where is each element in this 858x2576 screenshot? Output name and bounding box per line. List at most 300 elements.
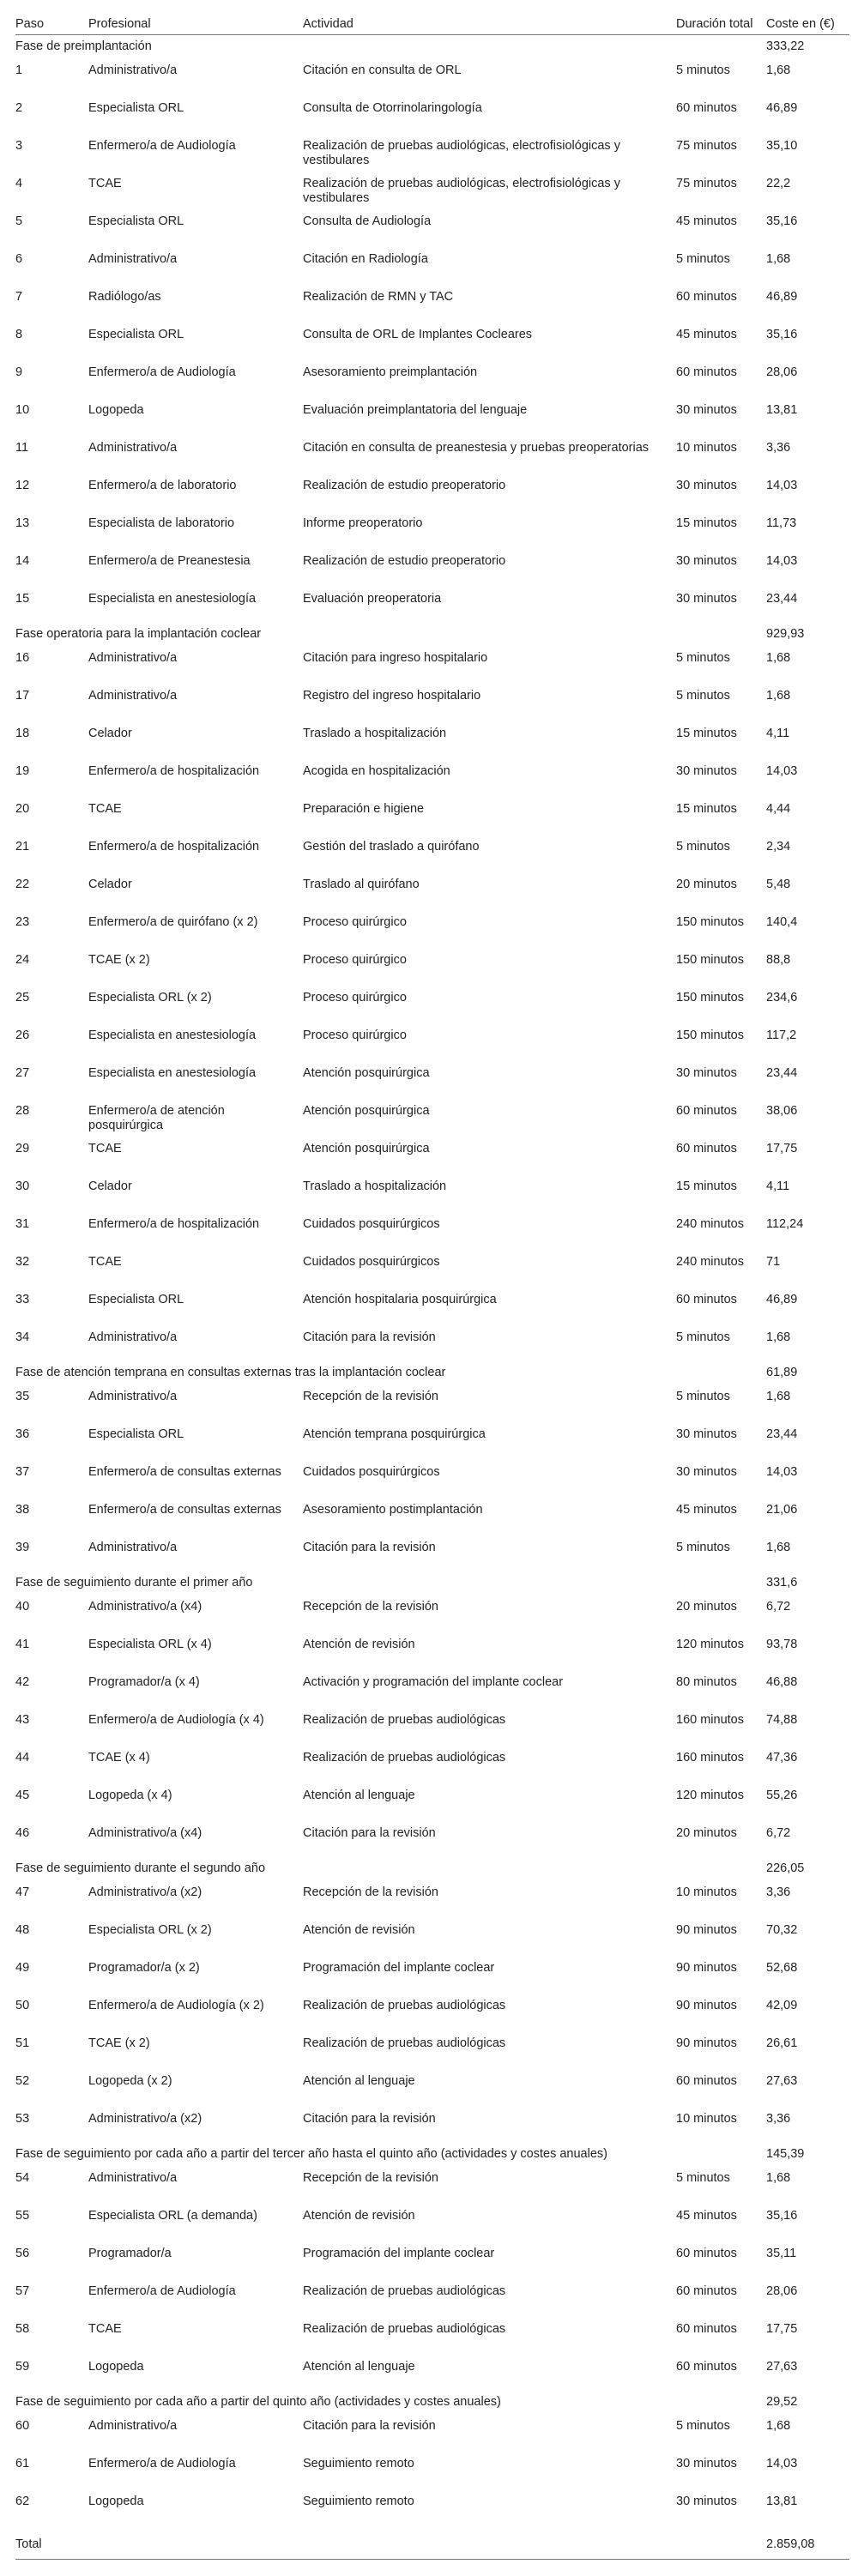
step-duracion: 10 minutos [676,440,737,455]
step-actividad: Atención al lenguaje [303,2359,415,2374]
step-duracion: 30 minutos [676,478,737,492]
step-number: 49 [15,1960,30,1975]
step-coste: 1,68 [766,2170,791,2185]
step-duracion: 90 minutos [676,1998,737,2012]
step-number: 20 [15,801,30,816]
phase-label: Fase de seguimiento durante el segundo año [15,1861,266,1875]
step-row [15,1782,849,1819]
step-actividad: Citación en Radiología [303,251,428,266]
step-number: 50 [15,1998,30,2012]
step-number: 47 [15,1885,30,1899]
step-coste: 46,89 [766,1292,798,1306]
step-row [15,510,849,547]
step-profesional: Administrativo/a [88,2418,178,2433]
step-row [15,1593,849,1631]
step-duracion: 5 minutos [676,2418,730,2433]
step-coste: 55,26 [766,1788,798,1802]
step-coste: 70,32 [766,1922,798,1937]
step-row [15,795,849,833]
step-actividad: Cuidados posquirúrgicos [303,1464,440,1479]
step-number: 26 [15,1028,30,1042]
step-duracion: 20 minutos [676,1599,737,1614]
step-profesional: Logopeda [88,2359,144,2374]
step-duracion: 90 minutos [676,1922,737,1937]
step-row [15,682,849,720]
phase-label: Fase de preimplantación [15,39,152,53]
step-coste: 1,68 [766,650,791,665]
step-coste: 14,03 [766,1464,798,1479]
step-coste: 14,03 [766,478,798,492]
phase-coste: 226,05 [766,1861,805,1875]
phase-coste: 61,89 [766,1365,798,1379]
step-row [15,1458,849,1496]
table-body [15,35,849,2560]
step-profesional: Logopeda [88,402,144,417]
step-actividad: Asesoramiento postimplantación [303,1502,483,1517]
step-duracion: 160 minutos [676,1712,744,1727]
step-number: 31 [15,1216,30,1231]
step-row [15,1954,849,1992]
step-profesional: Administrativo/a [88,650,178,665]
step-number: 16 [15,650,30,665]
step-duracion: 5 minutos [676,2170,730,2185]
step-duracion: 150 minutos [676,952,744,967]
step-duracion: 5 minutos [676,251,730,266]
step-profesional: Enfermero/a de Audiología [88,2456,236,2470]
step-actividad: Realización de RMN y TAC [303,289,454,304]
step-profesional: Especialista ORL (x 2) [88,1922,212,1937]
step-duracion: 5 minutos [676,650,730,665]
step-actividad: Realización de pruebas audiológicas [303,2036,506,2050]
step-row [15,1135,849,1173]
step-duracion: 75 minutos [676,176,737,190]
phase-row [15,35,849,57]
step-coste: 3,36 [766,2111,791,2126]
step-actividad: Realización de pruebas audiológicas [303,2321,506,2336]
step-number: 17 [15,688,30,703]
step-row [15,1916,849,1954]
step-duracion: 45 minutos [676,214,737,228]
step-coste: 17,75 [766,2321,798,2336]
step-actividad: Consulta de Audiología [303,214,432,228]
step-row [15,472,849,510]
step-actividad: Realización de pruebas audiológicas, electrofisiológicas y vestibulares [303,176,620,205]
step-duracion: 60 minutos [676,2359,737,2374]
step-row [15,1879,849,1916]
step-actividad: Citación para la revisión [303,1330,436,1344]
step-coste: 4,11 [766,1179,790,1193]
step-row [15,2067,849,2105]
step-number: 32 [15,1254,30,1269]
step-number: 56 [15,2246,30,2260]
step-duracion: 5 minutos [676,839,730,854]
step-profesional: Administrativo/a (x4) [88,1825,202,1840]
total-label: Total [15,2525,766,2560]
step-number: 41 [15,1637,30,1651]
step-actividad: Cuidados posquirúrgicos [303,1216,440,1231]
step-coste: 6,72 [766,1825,791,1840]
step-row [15,2202,849,2240]
step-actividad: Proceso quirúrgico [303,1028,407,1042]
step-profesional: Enfermero/a de hospitalización [88,1216,260,1231]
step-duracion: 160 minutos [676,1750,744,1765]
step-number: 40 [15,1599,30,1614]
step-coste: 6,72 [766,1599,791,1614]
step-number: 38 [15,1502,30,1517]
phase-row [15,1572,849,1593]
step-row [15,946,849,984]
phase-label: Fase de seguimiento por cada año a partir del tercer año hasta el quinto año (actividades y costes anuales) [15,2146,607,2161]
step-row [15,396,849,434]
step-duracion: 60 minutos [676,365,737,379]
step-duracion: 15 minutos [676,801,737,816]
step-row [15,1421,849,1458]
step-actividad: Proceso quirúrgico [303,990,407,1004]
step-profesional: Administrativo/a [88,1540,178,1554]
step-duracion: 150 minutos [676,990,744,1004]
step-row [15,1173,849,1210]
step-profesional: Enfermero/a de Audiología [88,2283,236,2298]
step-row [15,1097,849,1135]
step-number: 42 [15,1674,30,1689]
step-coste: 27,63 [766,2073,798,2088]
step-row [15,2488,849,2525]
step-duracion: 60 minutos [676,2246,737,2260]
step-coste: 14,03 [766,553,798,568]
step-duracion: 45 minutos [676,1502,737,1517]
step-coste: 3,36 [766,440,791,455]
step-actividad: Informe preoperatorio [303,516,423,530]
step-coste: 35,16 [766,327,798,341]
cost-table [15,9,849,2560]
step-actividad: Citación en consulta de preanestesia y pruebas preoperatorias [303,440,650,455]
step-profesional: Especialista ORL [88,327,184,341]
step-profesional: Enfermero/a de Preanestesia [88,553,251,568]
phase-row [15,2391,849,2412]
step-profesional: Enfermero/a de hospitalización [88,763,260,778]
step-row [15,2412,849,2450]
step-profesional: Logopeda (x 4) [88,1788,172,1802]
step-row [15,2277,849,2315]
step-coste: 17,75 [766,1141,798,1155]
step-number: 27 [15,1065,30,1080]
step-number: 61 [15,2456,30,2470]
step-profesional: Logopeda [88,2494,144,2508]
step-duracion: 20 minutos [676,877,737,891]
step-number: 45 [15,1788,30,1802]
step-coste: 46,89 [766,100,798,115]
step-row [15,1324,849,1361]
step-profesional: Celador [88,877,132,891]
step-number: 21 [15,839,30,854]
step-profesional: Especialista ORL (x 2) [88,990,212,1004]
step-profesional: Administrativo/a [88,2170,178,2185]
step-actividad: Citación para ingreso hospitalario [303,650,488,665]
step-actividad: Realización de estudio preoperatorio [303,478,506,492]
total-coste: 2.859,08 [766,2525,849,2560]
step-number: 4 [15,176,23,190]
step-actividad: Proceso quirúrgico [303,914,407,929]
step-coste: 14,03 [766,763,798,778]
step-duracion: 10 minutos [676,2111,737,2126]
step-actividad: Recepción de la revisión [303,2170,438,2185]
step-number: 59 [15,2359,30,2374]
step-duracion: 120 minutos [676,1788,744,1802]
step-coste: 23,44 [766,1427,798,1441]
step-row [15,2315,849,2353]
step-duracion: 10 minutos [676,1885,737,1899]
step-number: 9 [15,365,23,379]
step-actividad: Cuidados posquirúrgicos [303,1254,440,1269]
step-row [15,359,849,396]
step-actividad: Atención de revisión [303,1922,415,1937]
step-actividad: Activación y programación del implante coclear [303,1674,564,1689]
step-profesional: Enfermero/a de atención posquirúrgica [88,1103,225,1132]
step-actividad: Atención al lenguaje [303,1788,415,1802]
step-duracion: 20 minutos [676,1825,737,1840]
step-row [15,871,849,908]
step-profesional: Enfermero/a de Audiología [88,365,236,379]
phase-label: Fase operatoria para la implantación coclear [15,626,262,641]
step-coste: 1,68 [766,251,791,266]
step-number: 51 [15,2036,30,2050]
step-duracion: 150 minutos [676,914,744,929]
step-number: 14 [15,553,30,568]
step-row [15,1383,849,1421]
header-paso: Paso [15,9,88,35]
header-duracion: Duración total [676,9,766,35]
step-profesional: Logopeda (x 2) [88,2073,172,2088]
step-duracion: 240 minutos [676,1254,744,1269]
step-actividad: Realización de pruebas audiológicas [303,2283,506,2298]
step-row [15,644,849,682]
step-row [15,1744,849,1782]
step-actividad: Consulta de Otorrinolaringología [303,100,482,115]
step-number: 2 [15,100,23,115]
step-actividad: Citación para la revisión [303,1540,436,1554]
step-profesional: Programador/a (x 4) [88,1674,200,1689]
step-number: 55 [15,2208,30,2223]
step-duracion: 30 minutos [676,591,737,606]
step-number: 46 [15,1825,30,1840]
step-coste: 93,78 [766,1637,798,1651]
step-row [15,2030,849,2067]
step-profesional: TCAE [88,176,122,190]
step-duracion: 30 minutos [676,2494,737,2508]
step-actividad: Realización de pruebas audiológicas [303,1712,506,1727]
step-coste: 23,44 [766,1065,798,1080]
step-duracion: 45 minutos [676,327,737,341]
step-coste: 4,44 [766,801,791,816]
step-number: 8 [15,327,23,341]
step-actividad: Atención al lenguaje [303,2073,415,2088]
step-actividad: Traslado a hospitalización [303,726,447,740]
step-coste: 28,06 [766,365,798,379]
step-number: 62 [15,2494,30,2508]
step-actividad: Programación del implante coclear [303,1960,495,1975]
step-profesional: Celador [88,726,132,740]
step-actividad: Recepción de la revisión [303,1599,438,1614]
phase-label: Fase de seguimiento por cada año a partir del quinto año (actividades y costes anuales) [15,2394,501,2409]
step-row [15,1059,849,1097]
header-profesional: Profesional [88,9,303,35]
phase-coste: 331,6 [766,1575,798,1590]
step-actividad: Asesoramiento preimplantación [303,365,478,379]
step-row [15,585,849,623]
step-coste: 1,68 [766,1540,791,1554]
step-duracion: 60 minutos [676,1141,737,1155]
step-coste: 22,2 [766,176,791,190]
step-number: 22 [15,877,30,891]
step-duracion: 75 minutos [676,138,737,153]
step-row [15,1496,849,1534]
step-row [15,1992,849,2030]
step-duracion: 15 minutos [676,726,737,740]
step-duracion: 60 minutos [676,1103,737,1118]
step-profesional: Enfermero/a de hospitalización [88,839,260,854]
step-row [15,1248,849,1286]
step-duracion: 5 minutos [676,1389,730,1403]
step-number: 13 [15,516,30,530]
step-row [15,984,849,1022]
step-coste: 74,88 [766,1712,798,1727]
step-coste: 117,2 [766,1028,797,1042]
step-coste: 13,81 [766,2494,798,2508]
step-profesional: Enfermero/a de Audiología [88,138,236,153]
step-actividad: Realización de estudio preoperatorio [303,553,506,568]
step-row [15,132,849,170]
step-profesional: TCAE (x 2) [88,2036,150,2050]
step-coste: 88,8 [766,952,791,967]
step-number: 24 [15,952,30,967]
step-coste: 13,81 [766,402,798,417]
step-duracion: 90 minutos [676,2036,737,2050]
step-profesional: TCAE (x 4) [88,1750,150,1765]
step-profesional: Radiólogo/as [88,289,161,304]
step-duracion: 15 minutos [676,1179,737,1193]
phase-coste: 929,93 [766,626,805,641]
step-profesional: Especialista ORL (a demanda) [88,2208,257,2223]
step-coste: 2,34 [766,839,791,854]
step-duracion: 5 minutos [676,1540,730,1554]
step-row [15,1210,849,1248]
phase-row [15,1361,849,1383]
step-row [15,1631,849,1668]
step-number: 15 [15,591,30,606]
step-duracion: 60 minutos [676,1292,737,1306]
step-coste: 14,03 [766,2456,798,2470]
step-row [15,547,849,585]
step-coste: 47,36 [766,1750,798,1765]
step-actividad: Programación del implante coclear [303,2246,495,2260]
table-header [15,9,849,35]
step-number: 35 [15,1389,30,1403]
step-row [15,94,849,132]
step-profesional: Enfermero/a de consultas externas [88,1502,281,1517]
step-profesional: Administrativo/a [88,440,178,455]
step-row [15,2164,849,2202]
step-duracion: 5 minutos [676,688,730,703]
step-duracion: 30 minutos [676,402,737,417]
step-row [15,833,849,871]
step-number: 1 [15,63,23,77]
step-row [15,2353,849,2391]
step-profesional: Especialista en anestesiología [88,1065,257,1080]
step-coste: 35,16 [766,2208,798,2223]
step-profesional: Enfermero/a de consultas externas [88,1464,281,1479]
step-row [15,1022,849,1059]
step-coste: 52,68 [766,1960,798,1975]
step-profesional: Enfermero/a de Audiología (x 4) [88,1712,264,1727]
step-coste: 28,06 [766,2283,798,2298]
step-duracion: 60 minutos [676,100,737,115]
step-actividad: Recepción de la revisión [303,1389,438,1403]
step-duracion: 90 minutos [676,1960,737,1975]
step-coste: 35,10 [766,138,798,153]
step-row [15,1819,849,1857]
step-actividad: Consulta de ORL de Implantes Cocleares [303,327,533,341]
step-duracion: 150 minutos [676,1028,744,1042]
step-actividad: Acogida en hospitalización [303,763,450,778]
step-number: 36 [15,1427,30,1441]
step-row [15,720,849,757]
step-row [15,908,849,946]
step-profesional: Programador/a (x 2) [88,1960,200,1975]
step-actividad: Citación para la revisión [303,2418,436,2433]
step-profesional: Enfermero/a de Audiología (x 2) [88,1998,264,2012]
step-number: 52 [15,2073,30,2088]
step-profesional: Administrativo/a (x2) [88,1885,202,1899]
step-number: 33 [15,1292,30,1306]
step-number: 60 [15,2418,30,2433]
step-profesional: Administrativo/a [88,688,178,703]
step-duracion: 30 minutos [676,1427,737,1441]
step-profesional: Administrativo/a (x2) [88,2111,202,2126]
step-duracion: 30 minutos [676,2456,737,2470]
step-profesional: Celador [88,1179,132,1193]
step-actividad: Registro del ingreso hospitalario [303,688,481,703]
step-number: 57 [15,2283,30,2298]
step-actividad: Atención temprana posquirúrgica [303,1427,486,1441]
step-profesional: Especialista ORL [88,1292,184,1306]
step-coste: 1,68 [766,1330,791,1344]
step-actividad: Atención de revisión [303,1637,415,1651]
step-profesional: TCAE [88,2321,122,2336]
step-duracion: 30 minutos [676,553,737,568]
step-number: 37 [15,1464,30,1479]
step-number: 5 [15,214,23,228]
step-coste: 21,06 [766,1502,798,1517]
phase-label: Fase de seguimiento durante el primer año [15,1575,253,1590]
step-number: 34 [15,1330,30,1344]
step-row [15,757,849,795]
step-profesional: Especialista ORL (x 4) [88,1637,212,1651]
step-number: 6 [15,251,23,266]
step-actividad: Atención posquirúrgica [303,1065,430,1080]
step-duracion: 15 minutos [676,516,737,530]
header-row [15,9,849,35]
step-number: 58 [15,2321,30,2336]
step-actividad: Traslado a hospitalización [303,1179,447,1193]
step-coste: 35,11 [766,2246,797,2260]
step-actividad: Atención posquirúrgica [303,1141,430,1155]
step-actividad: Preparación e higiene [303,801,425,816]
step-coste: 234,6 [766,990,798,1004]
step-coste: 5,48 [766,877,791,891]
step-profesional: Administrativo/a [88,251,178,266]
total-row [15,2525,849,2560]
step-number: 54 [15,2170,30,2185]
